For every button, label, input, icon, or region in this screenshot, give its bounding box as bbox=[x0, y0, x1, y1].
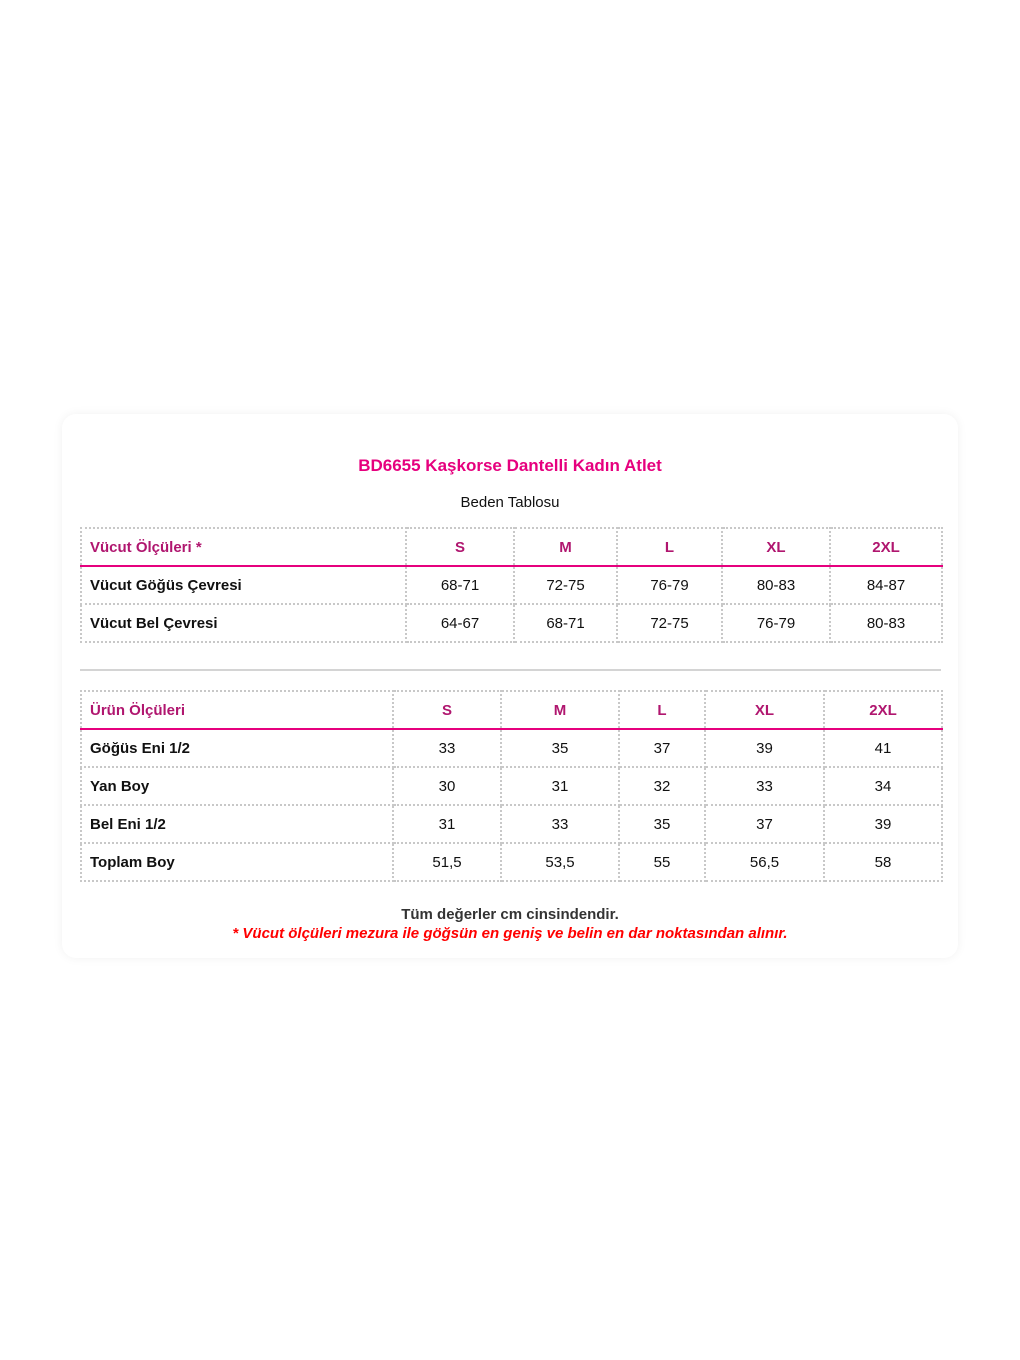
table-cell: 39 bbox=[824, 805, 942, 843]
table-cell: 37 bbox=[619, 729, 705, 767]
header-cell-size-m: M bbox=[514, 528, 617, 566]
product-measurements-table bbox=[80, 690, 943, 882]
header-cell-size-s: S bbox=[406, 528, 514, 566]
row-label: Göğüs Eni 1/2 bbox=[81, 729, 393, 767]
section-divider bbox=[80, 669, 941, 671]
table-cell: 51,5 bbox=[393, 843, 501, 881]
size-table-subtitle: Beden Tablosu bbox=[460, 494, 560, 511]
header-cell-size-2xl: 2XL bbox=[830, 528, 942, 566]
table-cell: 34 bbox=[824, 767, 942, 805]
table-cell: 56,5 bbox=[705, 843, 824, 881]
table-cell: 37 bbox=[705, 805, 824, 843]
table-cell: 41 bbox=[824, 729, 942, 767]
size-chart-card bbox=[62, 414, 958, 958]
table-cell: 35 bbox=[619, 805, 705, 843]
header-cell-label: Ürün Ölçüleri bbox=[81, 691, 393, 729]
table-cell: 80-83 bbox=[722, 566, 830, 604]
table-cell: 31 bbox=[501, 767, 619, 805]
table-cell: 33 bbox=[393, 729, 501, 767]
table-cell: 53,5 bbox=[501, 843, 619, 881]
table-cell: 58 bbox=[824, 843, 942, 881]
table-cell: 64-67 bbox=[406, 604, 514, 642]
row-label: Yan Boy bbox=[81, 767, 393, 805]
table-cell: 55 bbox=[619, 843, 705, 881]
table-header-row bbox=[81, 691, 942, 729]
header-cell-label: Vücut Ölçüleri * bbox=[81, 528, 406, 566]
table-cell: 35 bbox=[501, 729, 619, 767]
row-label: Toplam Boy bbox=[81, 843, 393, 881]
header-cell-size-m: M bbox=[501, 691, 619, 729]
table-cell: 76-79 bbox=[617, 566, 722, 604]
table-header-row bbox=[81, 528, 942, 566]
table-row bbox=[81, 805, 942, 843]
measurement-warning: * Vücut ölçüleri mezura ile göğsün en geniş ve belin en dar noktasından alınır. bbox=[232, 925, 788, 942]
table-row bbox=[81, 729, 942, 767]
table-cell: 68-71 bbox=[514, 604, 617, 642]
header-cell-size-xl: XL bbox=[705, 691, 824, 729]
table-row bbox=[81, 604, 942, 642]
table-row bbox=[81, 767, 942, 805]
header-cell-size-l: L bbox=[617, 528, 722, 566]
table-cell: 39 bbox=[705, 729, 824, 767]
table-cell: 76-79 bbox=[722, 604, 830, 642]
header-cell-size-s: S bbox=[393, 691, 501, 729]
table-cell: 31 bbox=[393, 805, 501, 843]
header-cell-size-xl: XL bbox=[722, 528, 830, 566]
header-cell-size-2xl: 2XL bbox=[824, 691, 942, 729]
table-cell: 72-75 bbox=[514, 566, 617, 604]
table-cell: 30 bbox=[393, 767, 501, 805]
body-measurements-table bbox=[80, 527, 943, 643]
row-label: Bel Eni 1/2 bbox=[81, 805, 393, 843]
table-cell: 68-71 bbox=[406, 566, 514, 604]
units-note: Tüm değerler cm cinsindendir. bbox=[401, 906, 619, 923]
table-cell: 33 bbox=[501, 805, 619, 843]
header-cell-size-l: L bbox=[619, 691, 705, 729]
table-cell: 32 bbox=[619, 767, 705, 805]
table-row bbox=[81, 843, 942, 881]
table-cell: 80-83 bbox=[830, 604, 942, 642]
table-cell: 72-75 bbox=[617, 604, 722, 642]
table-cell: 33 bbox=[705, 767, 824, 805]
product-title: BD6655 Kaşkorse Dantelli Kadın Atlet bbox=[358, 456, 662, 475]
table-cell: 84-87 bbox=[830, 566, 942, 604]
row-label: Vücut Bel Çevresi bbox=[81, 604, 406, 642]
row-label: Vücut Göğüs Çevresi bbox=[81, 566, 406, 604]
table-row bbox=[81, 566, 942, 604]
